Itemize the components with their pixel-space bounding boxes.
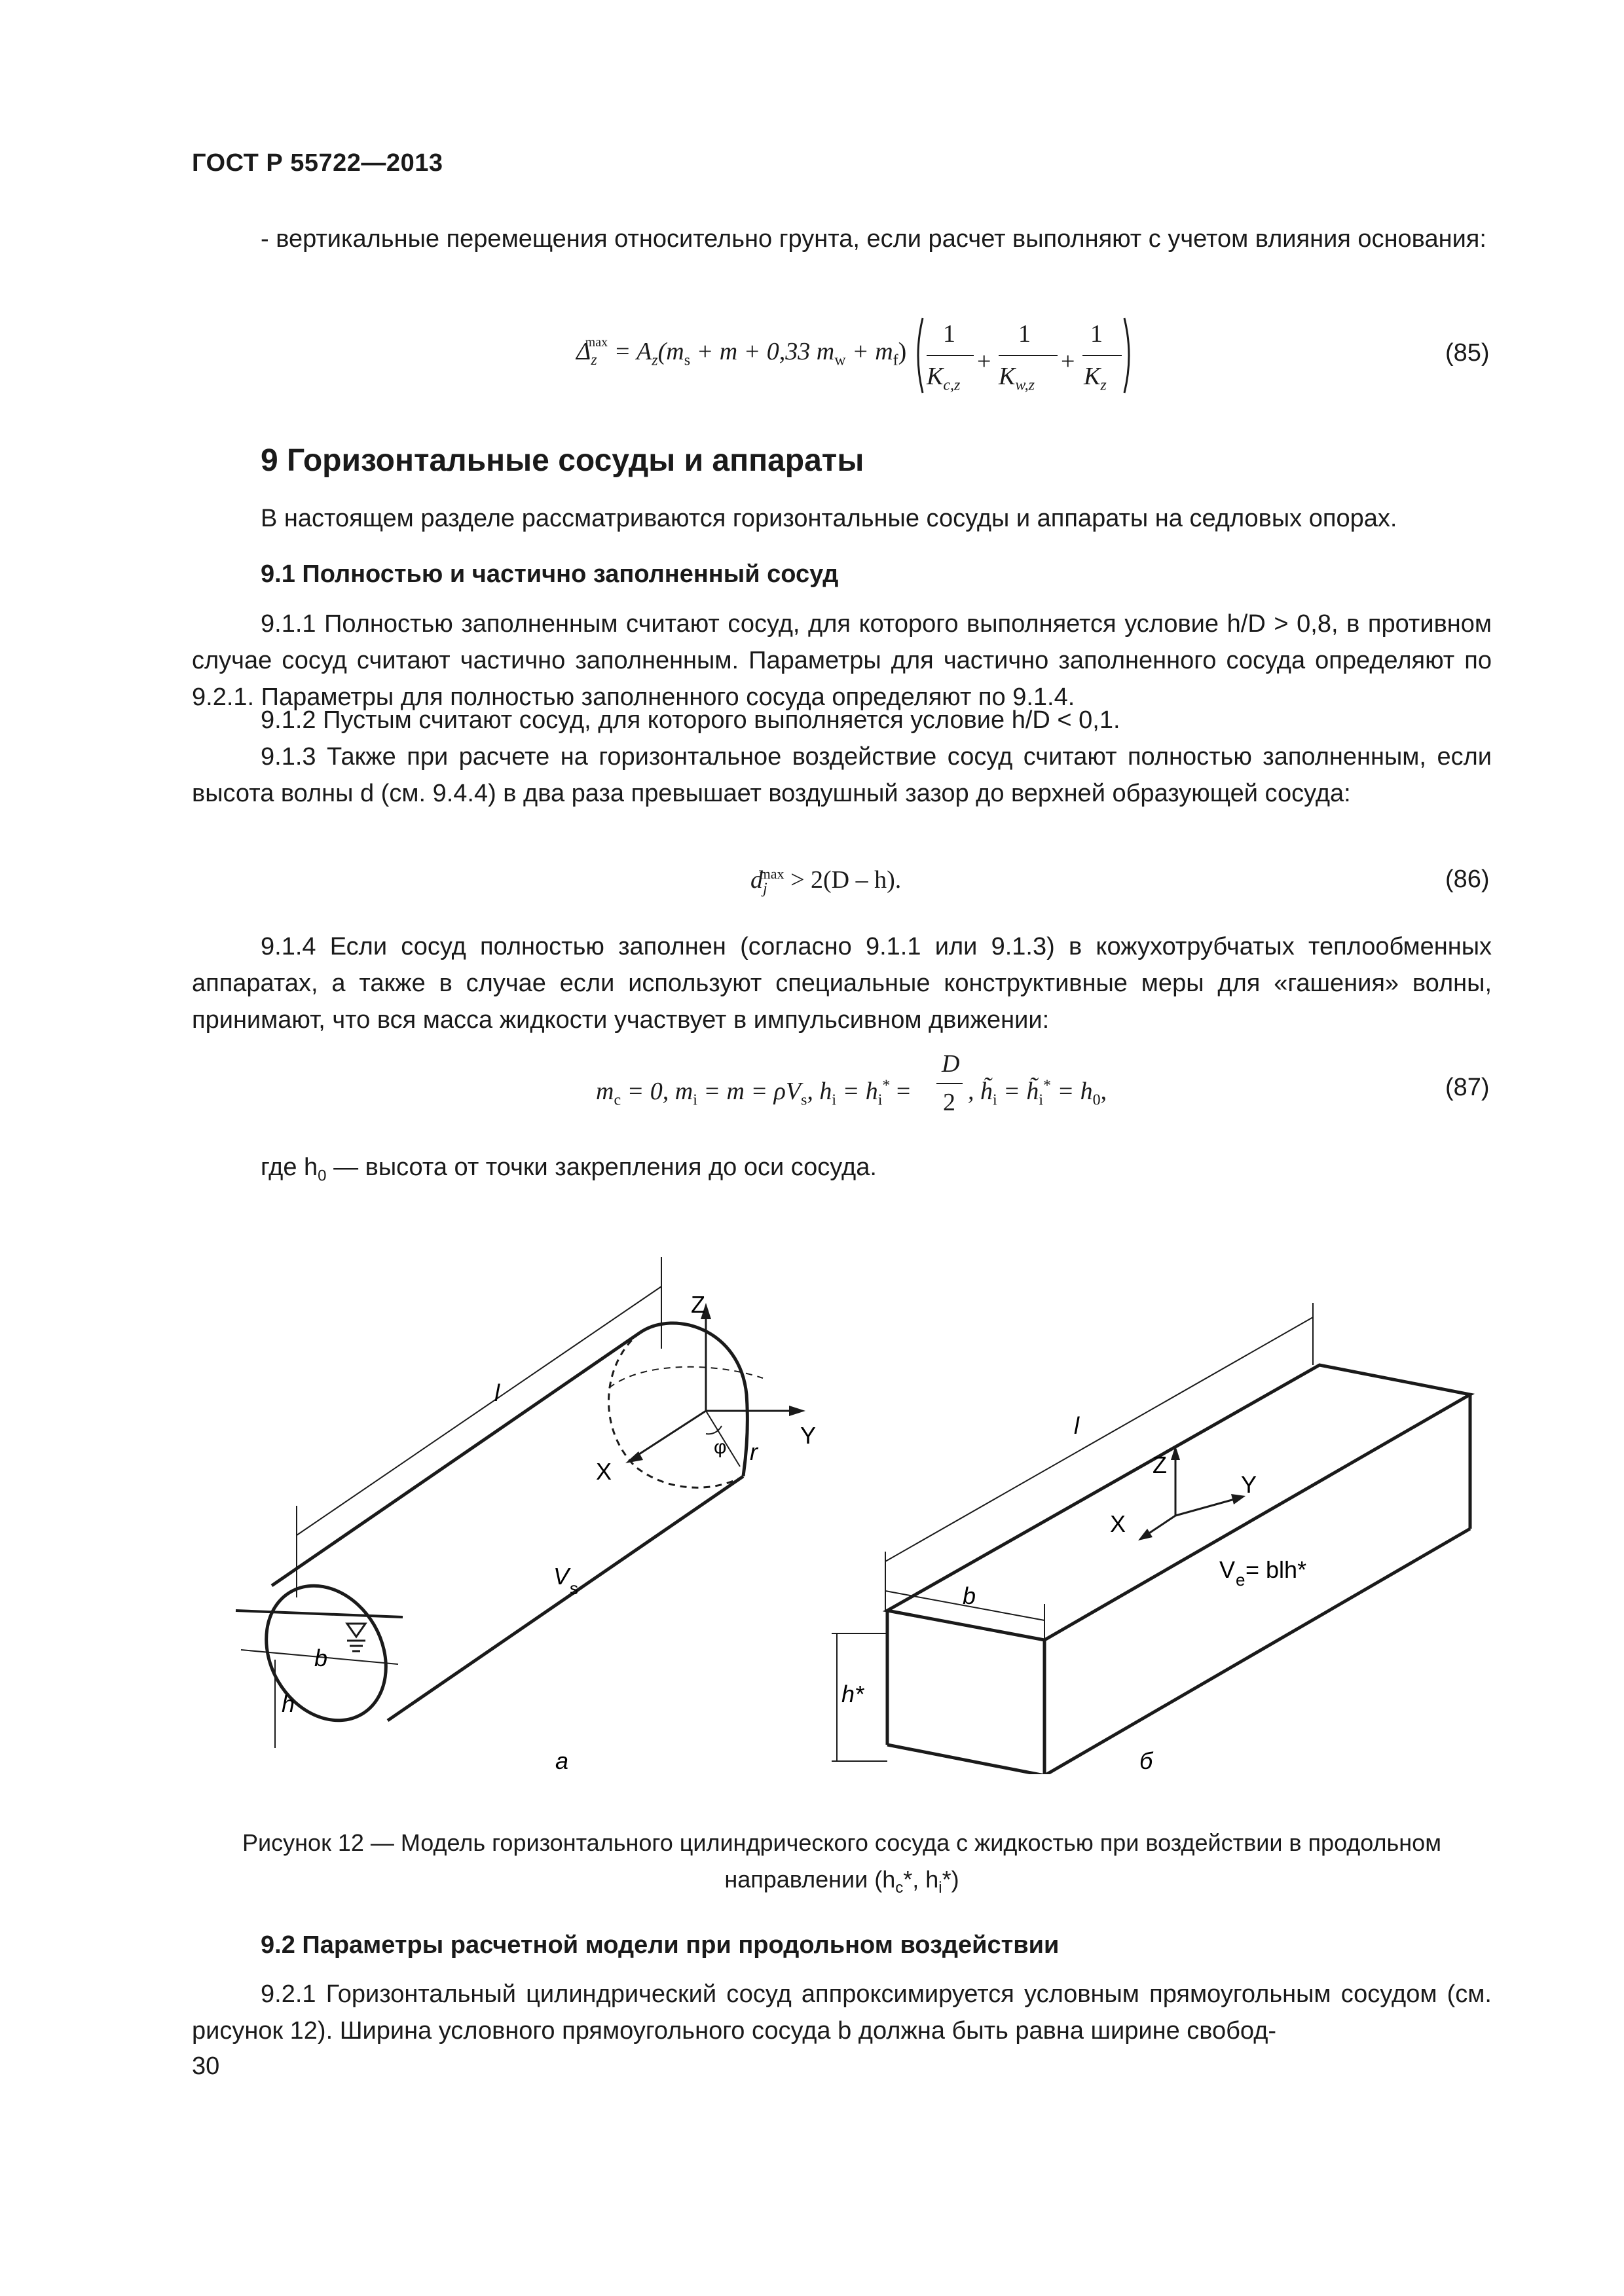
subsection-9-2-title: 9.2 Параметры расчетной модели при продольном воздействии xyxy=(261,1931,1060,1959)
equation-86-number: (86) xyxy=(1445,866,1490,893)
label-l-b: l xyxy=(1074,1412,1079,1439)
label-ve-rest: = blh* xyxy=(1246,1556,1307,1583)
paragraph-9-1-2: 9.1.2 Пустым считают сосуд, для которого выполняется условие h/D < 0,1. xyxy=(261,706,1120,734)
equation-85-number: (85) xyxy=(1445,339,1490,367)
paragraph-9-2-1: 9.2.1 Горизонтальный цилиндрический сосуд аппроксимируется условным прямоугольным сосудом (см. рисунок 12). Ширина условного прямоугольного сосуда b должна быть равна ширине свобод- xyxy=(192,1980,1492,2045)
cylinder-top-line xyxy=(272,1332,640,1586)
label-x: X xyxy=(596,1458,612,1485)
section-intro: В настоящем разделе рассматриваются горизонтальные сосуды и аппараты на седловых опорах. xyxy=(261,505,1397,532)
where-line: где $h_0$ — высота от точки закрепления до оси сосуда. xyxy=(261,1154,877,1185)
figure-caption-line1: Рисунок 12 — Модель горизонтального цилиндрического сосуда с жидкостью при воздействии в продольном xyxy=(242,1829,1441,1856)
paragraph-9-1-1: 9.1.1 Полностью заполненным считают сосуд, для которого выполняется условие h/D > 0,8, в противном случае сосуд считают частично заполненным. Параметры для частично заполненного сосуда определяют по 9.2.1. Параметры для полностью заполненного сосуда определяют по 9.1.4. xyxy=(192,610,1492,711)
label-vs: V xyxy=(553,1563,570,1590)
label-h-b: h* xyxy=(841,1681,864,1707)
label-r: r xyxy=(750,1438,758,1465)
label-phi: φ xyxy=(714,1436,727,1458)
subsection-9-1-title: 9.1 Полностью и частично заполненный сосуд xyxy=(261,560,839,588)
label-ve: V xyxy=(1219,1556,1236,1583)
dim-l-line xyxy=(297,1286,661,1535)
label-y-b: Y xyxy=(1241,1471,1257,1498)
eq85-plus-1: + xyxy=(977,348,991,375)
label-l: l xyxy=(494,1379,500,1406)
label-ve-sub: e xyxy=(1236,1570,1246,1590)
eq85-f1-num: 1 xyxy=(943,320,955,348)
paragraph-9-1-3: 9.1.3 Также при расчете на горизонтальное воздействие сосуд считают полностью заполненным, если высота волны d (см. 9.4.4) в два раза превышает воздушный зазор до верхней образующей сосуда: xyxy=(192,743,1492,807)
eq85-f3-num: 1 xyxy=(1090,320,1103,348)
figure-caption-line2: направлении ($h_c*$, $h_i*$) xyxy=(724,1866,959,1897)
paragraph-9-1-4: 9.1.4 Если сосуд полностью заполнен (согласно 9.1.1 или 9.1.3) в кожухотрубчатых теплообменных аппаратах, а также в случае если используют специальные конструктивные меры для «гашения» волны, принимают, что вся масса жидкости участвует в импульсивном движении: xyxy=(192,933,1492,1034)
eq87-frac-bar xyxy=(936,1083,963,1084)
label-h: h xyxy=(282,1690,295,1717)
eq85-f2-num: 1 xyxy=(1018,320,1031,348)
intro-paragraph: - вертикальные перемещения относительно грунта, если расчет выполняют с учетом влияния основания: xyxy=(261,225,1486,253)
equation-87: $m_c = 0$, $m_i = m = \rho V_s$, $h_i = h_i^*$ = xyxy=(596,1077,911,1109)
eq85-f1-den: $K_{c,z}$ xyxy=(927,363,961,394)
eq85-f2-den: $K_{w,z}$ xyxy=(999,363,1035,394)
equation-85: $\Delta_z^{max} = A_z(m_s + m + 0,33$ $m_w + m_f$) xyxy=(576,335,907,369)
equation-87-tail: , $h̃_i$ = $h̃_i^* = h_0$, xyxy=(968,1077,1107,1109)
figure-12b-box xyxy=(832,1283,1486,1774)
label-z-b: Z xyxy=(1153,1451,1167,1478)
label-x-b: X xyxy=(1110,1510,1126,1537)
dim-l-line-b xyxy=(885,1317,1313,1561)
eq85-plus-2: + xyxy=(1061,348,1075,375)
caption-b: б xyxy=(1139,1747,1153,1774)
x-axis xyxy=(635,1411,706,1457)
label-b: b xyxy=(314,1645,328,1671)
label-b-b: b xyxy=(963,1582,976,1609)
equation-86: $d_j^{max} > 2(D - h)$. xyxy=(750,866,902,898)
label-vs-sub: s xyxy=(570,1578,578,1598)
equation-87-number: (87) xyxy=(1445,1074,1490,1101)
eq87-frac-num: D xyxy=(942,1050,960,1078)
figure-12a-cylinder xyxy=(216,1231,845,1774)
label-y: Y xyxy=(800,1422,817,1449)
section-title: 9 Горизонтальные сосуды и аппараты xyxy=(261,443,864,478)
document-header: ГОСТ Р 55722—2013 xyxy=(192,149,443,177)
caption-a: а xyxy=(555,1747,569,1774)
page-number: 30 xyxy=(192,2052,220,2080)
label-z: Z xyxy=(691,1291,705,1318)
eq87-frac-den: 2 xyxy=(943,1089,955,1116)
eq85-f3-den: $K_z$ xyxy=(1084,363,1107,394)
cylinder-bottom-line xyxy=(388,1476,743,1721)
